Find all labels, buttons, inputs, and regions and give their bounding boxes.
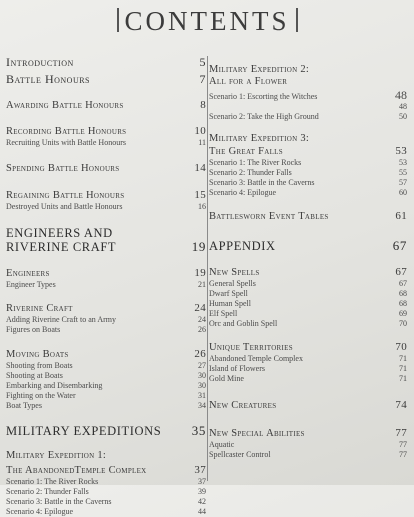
toc-page: 16 (198, 202, 206, 211)
toc-entry-new-special-abilities[interactable] (209, 427, 407, 440)
toc-page: 68 (399, 289, 407, 298)
toc-entry-expedition-3[interactable] (209, 133, 407, 158)
toc-subentry[interactable] (6, 371, 206, 381)
toc-page: 11 (198, 138, 206, 147)
toc-label: New Special Abilities (209, 428, 305, 439)
column-divider (207, 56, 208, 481)
toc-page: 14 (194, 162, 206, 174)
toc-subentry[interactable] (209, 102, 407, 112)
toc-label: Dwarf Spell (209, 289, 248, 298)
toc-subentry[interactable] (209, 364, 407, 374)
toc-label: Battle Honours (6, 72, 91, 86)
toc-entry-awarding[interactable] (6, 99, 206, 112)
toc-label: Human Spell (209, 299, 251, 308)
toc-page: 69 (399, 309, 407, 318)
toc-page: 39 (198, 487, 206, 496)
toc-entry-new-spells[interactable] (209, 266, 407, 279)
toc-entry-regaining[interactable] (6, 189, 206, 202)
toc-label: Engineers (6, 268, 50, 279)
toc-page: 8 (200, 99, 206, 111)
toc-entry-engineers[interactable] (6, 267, 206, 280)
toc-label: Regaining Battle Honours (6, 190, 125, 201)
toc-subentry[interactable] (6, 280, 206, 290)
toc-label: Shooting at Boats (6, 371, 63, 380)
toc-page: 50 (399, 112, 407, 121)
expedition-title-line2: The Great Falls (209, 146, 283, 157)
toc-subentry[interactable] (209, 178, 407, 188)
toc-label: Orc and Goblin Spell (209, 319, 278, 328)
toc-page: 21 (198, 280, 206, 289)
toc-page: 57 (399, 178, 407, 187)
toc-label: Scenario 4: Epilogue (209, 188, 277, 197)
toc-label: APPENDIX (209, 239, 276, 253)
toc-label: Fighting on the Water (6, 391, 76, 400)
toc-page: 31 (198, 391, 206, 400)
toc-subentry[interactable] (6, 507, 206, 517)
toc-section-military-expeditions[interactable] (6, 424, 206, 438)
toc-label: Scenario 3: Battle in the Caverns (209, 178, 315, 187)
page-title (0, 6, 414, 37)
toc-entry-spending[interactable] (6, 162, 206, 175)
toc-label: Abandoned Temple Complex (209, 354, 303, 363)
toc-page: 35 (191, 423, 206, 438)
toc-label: General Spells (209, 279, 256, 288)
expedition-title-line2: The AbandonedTemple Complex (6, 465, 147, 476)
toc-page: 55 (399, 168, 407, 177)
expedition-title-line2-row (209, 145, 407, 158)
toc-page: 27 (198, 361, 206, 370)
toc-subentry[interactable] (209, 90, 407, 102)
toc-page: 77 (395, 427, 407, 439)
toc-subentry[interactable] (209, 374, 407, 384)
toc-label: Island of Flowers (209, 364, 265, 373)
toc-subentry[interactable] (6, 401, 206, 411)
toc-label: New Spells (209, 267, 260, 278)
toc-subentry[interactable] (209, 279, 407, 289)
toc-entry-moving-boats[interactable] (6, 348, 206, 361)
toc-label: Spending Battle Honours (6, 163, 120, 174)
toc-entry-introduction[interactable] (6, 56, 206, 69)
expedition-title-line1: Military Expedition 2: (209, 64, 310, 75)
toc-subentry[interactable] (209, 289, 407, 299)
toc-page: 68 (399, 299, 407, 308)
expedition-title-line2: All for a Flower (209, 76, 288, 87)
toc-page: 77 (399, 450, 407, 459)
toc-entry-recording[interactable] (6, 125, 206, 138)
toc-page: 24 (194, 302, 206, 314)
toc-page: 67 (392, 238, 407, 253)
toc-label: Scenario 2: Thunder Falls (6, 487, 89, 496)
toc-label: Embarking and Disembarking (6, 381, 103, 390)
toc-page: 70 (399, 319, 407, 328)
toc-subentry[interactable] (209, 309, 407, 319)
toc-page: 48 (395, 88, 407, 102)
toc-page: 19 (191, 239, 206, 254)
toc-page: 10 (194, 125, 206, 137)
toc-entry-expedition-1[interactable] (6, 450, 206, 477)
toc-subentry[interactable] (6, 325, 206, 335)
toc-label: Engineer Types (6, 280, 56, 289)
toc-label: Riverine Craft (6, 303, 73, 314)
toc-label: Scenario 1: Escorting the Witches (209, 92, 318, 101)
toc-subentry[interactable] (6, 477, 206, 487)
toc-label: Scenario 1: The River Rocks (6, 477, 99, 486)
toc-page: 67 (399, 279, 407, 288)
toc-label: New Creatures (209, 400, 277, 411)
toc-entry-unique-territories[interactable] (209, 341, 407, 354)
toc-subentry[interactable] (209, 158, 407, 168)
toc-label: Shooting from Boats (6, 361, 73, 370)
toc-page: 26 (194, 348, 206, 360)
toc-subentry[interactable] (209, 354, 407, 364)
toc-label: MILITARY EXPEDITIONS (6, 424, 162, 438)
title-bar-left (117, 8, 119, 32)
toc-label: Recording Battle Honours (6, 126, 127, 137)
toc-label: Unique Territories (209, 342, 293, 353)
toc-label: Aquatic (209, 440, 235, 449)
toc-page: 24 (198, 315, 206, 324)
toc-label: Scenario 2: Thunder Falls (209, 168, 292, 177)
toc-entry-expedition-2[interactable] (209, 64, 407, 88)
toc-subentry[interactable] (209, 168, 407, 178)
toc-entry-riverine-craft[interactable] (6, 302, 206, 315)
toc-subentry[interactable] (6, 391, 206, 401)
toc-page: 26 (198, 325, 206, 334)
expedition-title-line2-row (6, 464, 206, 477)
toc-page: 61 (395, 210, 407, 222)
toc-subentry[interactable] (209, 319, 407, 329)
toc-page: 5 (199, 55, 206, 69)
expedition-title-line1: Military Expedition 1: (6, 450, 107, 461)
right-column (209, 52, 407, 460)
toc-subentry[interactable] (6, 361, 206, 371)
toc-page: 53 (395, 145, 407, 157)
toc-entry-new-creatures[interactable] (209, 399, 407, 412)
toc-subentry[interactable] (209, 299, 407, 309)
toc-label: Recruiting Units with Battle Honours (6, 138, 126, 147)
title-text: CONTENTS (124, 6, 290, 36)
section-title-line2-row (6, 240, 206, 254)
toc-subentry[interactable] (6, 381, 206, 391)
toc-page: 42 (198, 497, 206, 506)
toc-label: Scenario 1: The River Rocks (209, 158, 302, 167)
toc-label: Scenario 2: Take the High Ground (209, 112, 319, 121)
toc-subentry[interactable] (209, 450, 407, 460)
toc-page: 70 (395, 341, 407, 353)
toc-label: Scenario 4: Epilogue (6, 507, 74, 516)
toc-subentry[interactable] (209, 188, 407, 198)
section-title-line1: ENGINEERS AND (6, 226, 113, 240)
toc-page: 71 (399, 354, 407, 363)
section-title-line2: RIVERINE CRAFT (6, 240, 117, 254)
toc-label: Elf Spell (209, 309, 238, 318)
toc-subentry[interactable] (6, 315, 206, 325)
toc-section-engineers-riverine[interactable] (6, 226, 206, 254)
toc-page: 30 (198, 381, 206, 390)
toc-label: Battlesworn Event Tables (209, 211, 329, 222)
toc-page: 60 (399, 188, 407, 197)
toc-page: 77 (399, 440, 407, 449)
toc-label: Spellcaster Control (209, 450, 271, 459)
toc-subentry[interactable] (6, 487, 206, 497)
toc-subentry[interactable] (6, 497, 206, 507)
toc-label: Awarding Battle Honours (6, 100, 124, 111)
toc-subentry[interactable] (6, 202, 206, 212)
toc-page: 37 (198, 477, 206, 486)
toc-page: 30 (198, 371, 206, 380)
toc-label: Figures on Boats (6, 325, 61, 334)
toc-page: 34 (198, 401, 206, 410)
toc-label: Boat Types (6, 401, 42, 410)
toc-page: 15 (194, 189, 206, 201)
left-column (6, 52, 206, 517)
toc-subentry[interactable] (209, 112, 407, 122)
toc-page: 19 (194, 267, 206, 279)
toc-entry-battlesworn[interactable] (209, 210, 407, 223)
toc-label: Destroyed Units and Battle Honours (6, 202, 123, 211)
toc-subentry[interactable] (209, 440, 407, 450)
toc-subentry[interactable] (6, 138, 206, 148)
toc-page: 44 (198, 507, 206, 516)
toc-page: 71 (399, 364, 407, 373)
toc-label: Adding Riverine Craft to an Army (6, 315, 116, 324)
toc-label: Introduction (6, 55, 74, 69)
toc-label: Moving Boats (6, 349, 69, 360)
toc-label: Scenario 3: Battle in the Caverns (6, 497, 112, 506)
toc-entry-battle-honours[interactable] (6, 73, 206, 86)
toc-label: Gold Mine (209, 374, 244, 383)
toc-page: 48 (399, 102, 407, 111)
toc-page: 7 (199, 72, 206, 86)
expedition-title-line1: Military Expedition 3: (209, 133, 310, 144)
toc-section-appendix[interactable] (209, 239, 407, 253)
title-bar-right (296, 8, 298, 32)
toc-page: 71 (399, 374, 407, 383)
toc-page: 53 (399, 158, 407, 167)
toc-page: 74 (395, 399, 407, 411)
toc-page: 37 (194, 464, 206, 476)
toc-page: 67 (395, 266, 407, 278)
